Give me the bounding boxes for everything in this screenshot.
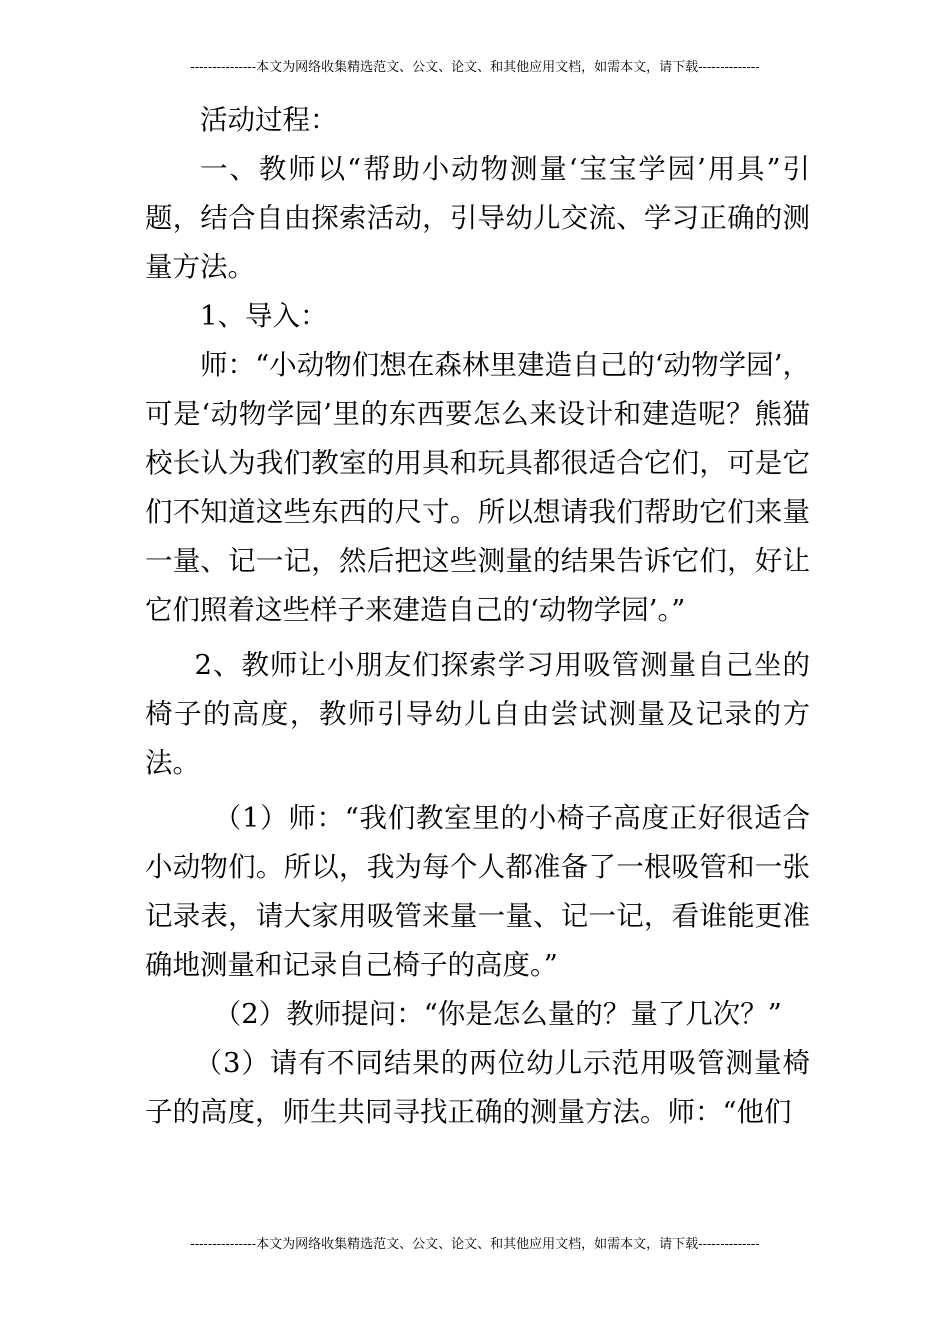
section-heading-activity-process: 活动过程： bbox=[200, 104, 338, 136]
paragraph-step-2-sub-1: （1）师：“我们教室里的小椅子高度正好很适合小动物们。所以，我为每个人都准备了一根吸管和一张记录表，请大家用吸管来量一量、记一记，看谁能更准确地测量和记录自己椅子的高度。” bbox=[145, 802, 810, 981]
paragraph-step-2: 2、教师让小朋友们探索学习用吸管测量自己坐的椅子的高度，教师引导幼儿自由尝试测量及记录的方法。 bbox=[145, 649, 810, 779]
paragraph-step-2-sub-3: （3）请有不同结果的两位幼儿示范用吸管测量椅子的高度，师生共同寻找正确的测量方法。师：“他们 bbox=[145, 1047, 810, 1128]
document-body bbox=[145, 96, 810, 1137]
paragraph-step-1-heading: 1、导入： bbox=[200, 300, 328, 332]
paragraph-part-one: 一、教师以“帮助小动物测量‘宝宝学园’用具”引题，结合自由探索活动，引导幼儿交流、学习正确的测量方法。 bbox=[145, 153, 810, 283]
header-banner: ---------------本文为网络收集精选范文、公文、论文、和其他应用文档，如需本文，请下载-------------- bbox=[190, 60, 760, 75]
paragraph-step-2-sub-2: （2）教师提问：“你是怎么量的？量了几次？” bbox=[213, 998, 782, 1030]
footer-banner: ---------------本文为网络收集精选范文、公文、论文、和其他应用文档，如需本文，请下载-------------- bbox=[190, 1237, 760, 1252]
paragraph-teacher-intro-speech: 师：“小动物们想在森林里建造自己的‘动物学园’，可是‘动物学园’里的东西要怎么来设计和建造呢？熊猫校长认为我们教室的用具和玩具都很适合它们，可是它们不知道这些东西的尺寸。所以想请我们帮助它们来量一量、记一记，然后把这些测量的结果告诉它们，好让它们照着这些样子来建造自己的‘动物学园’。” bbox=[145, 349, 810, 626]
